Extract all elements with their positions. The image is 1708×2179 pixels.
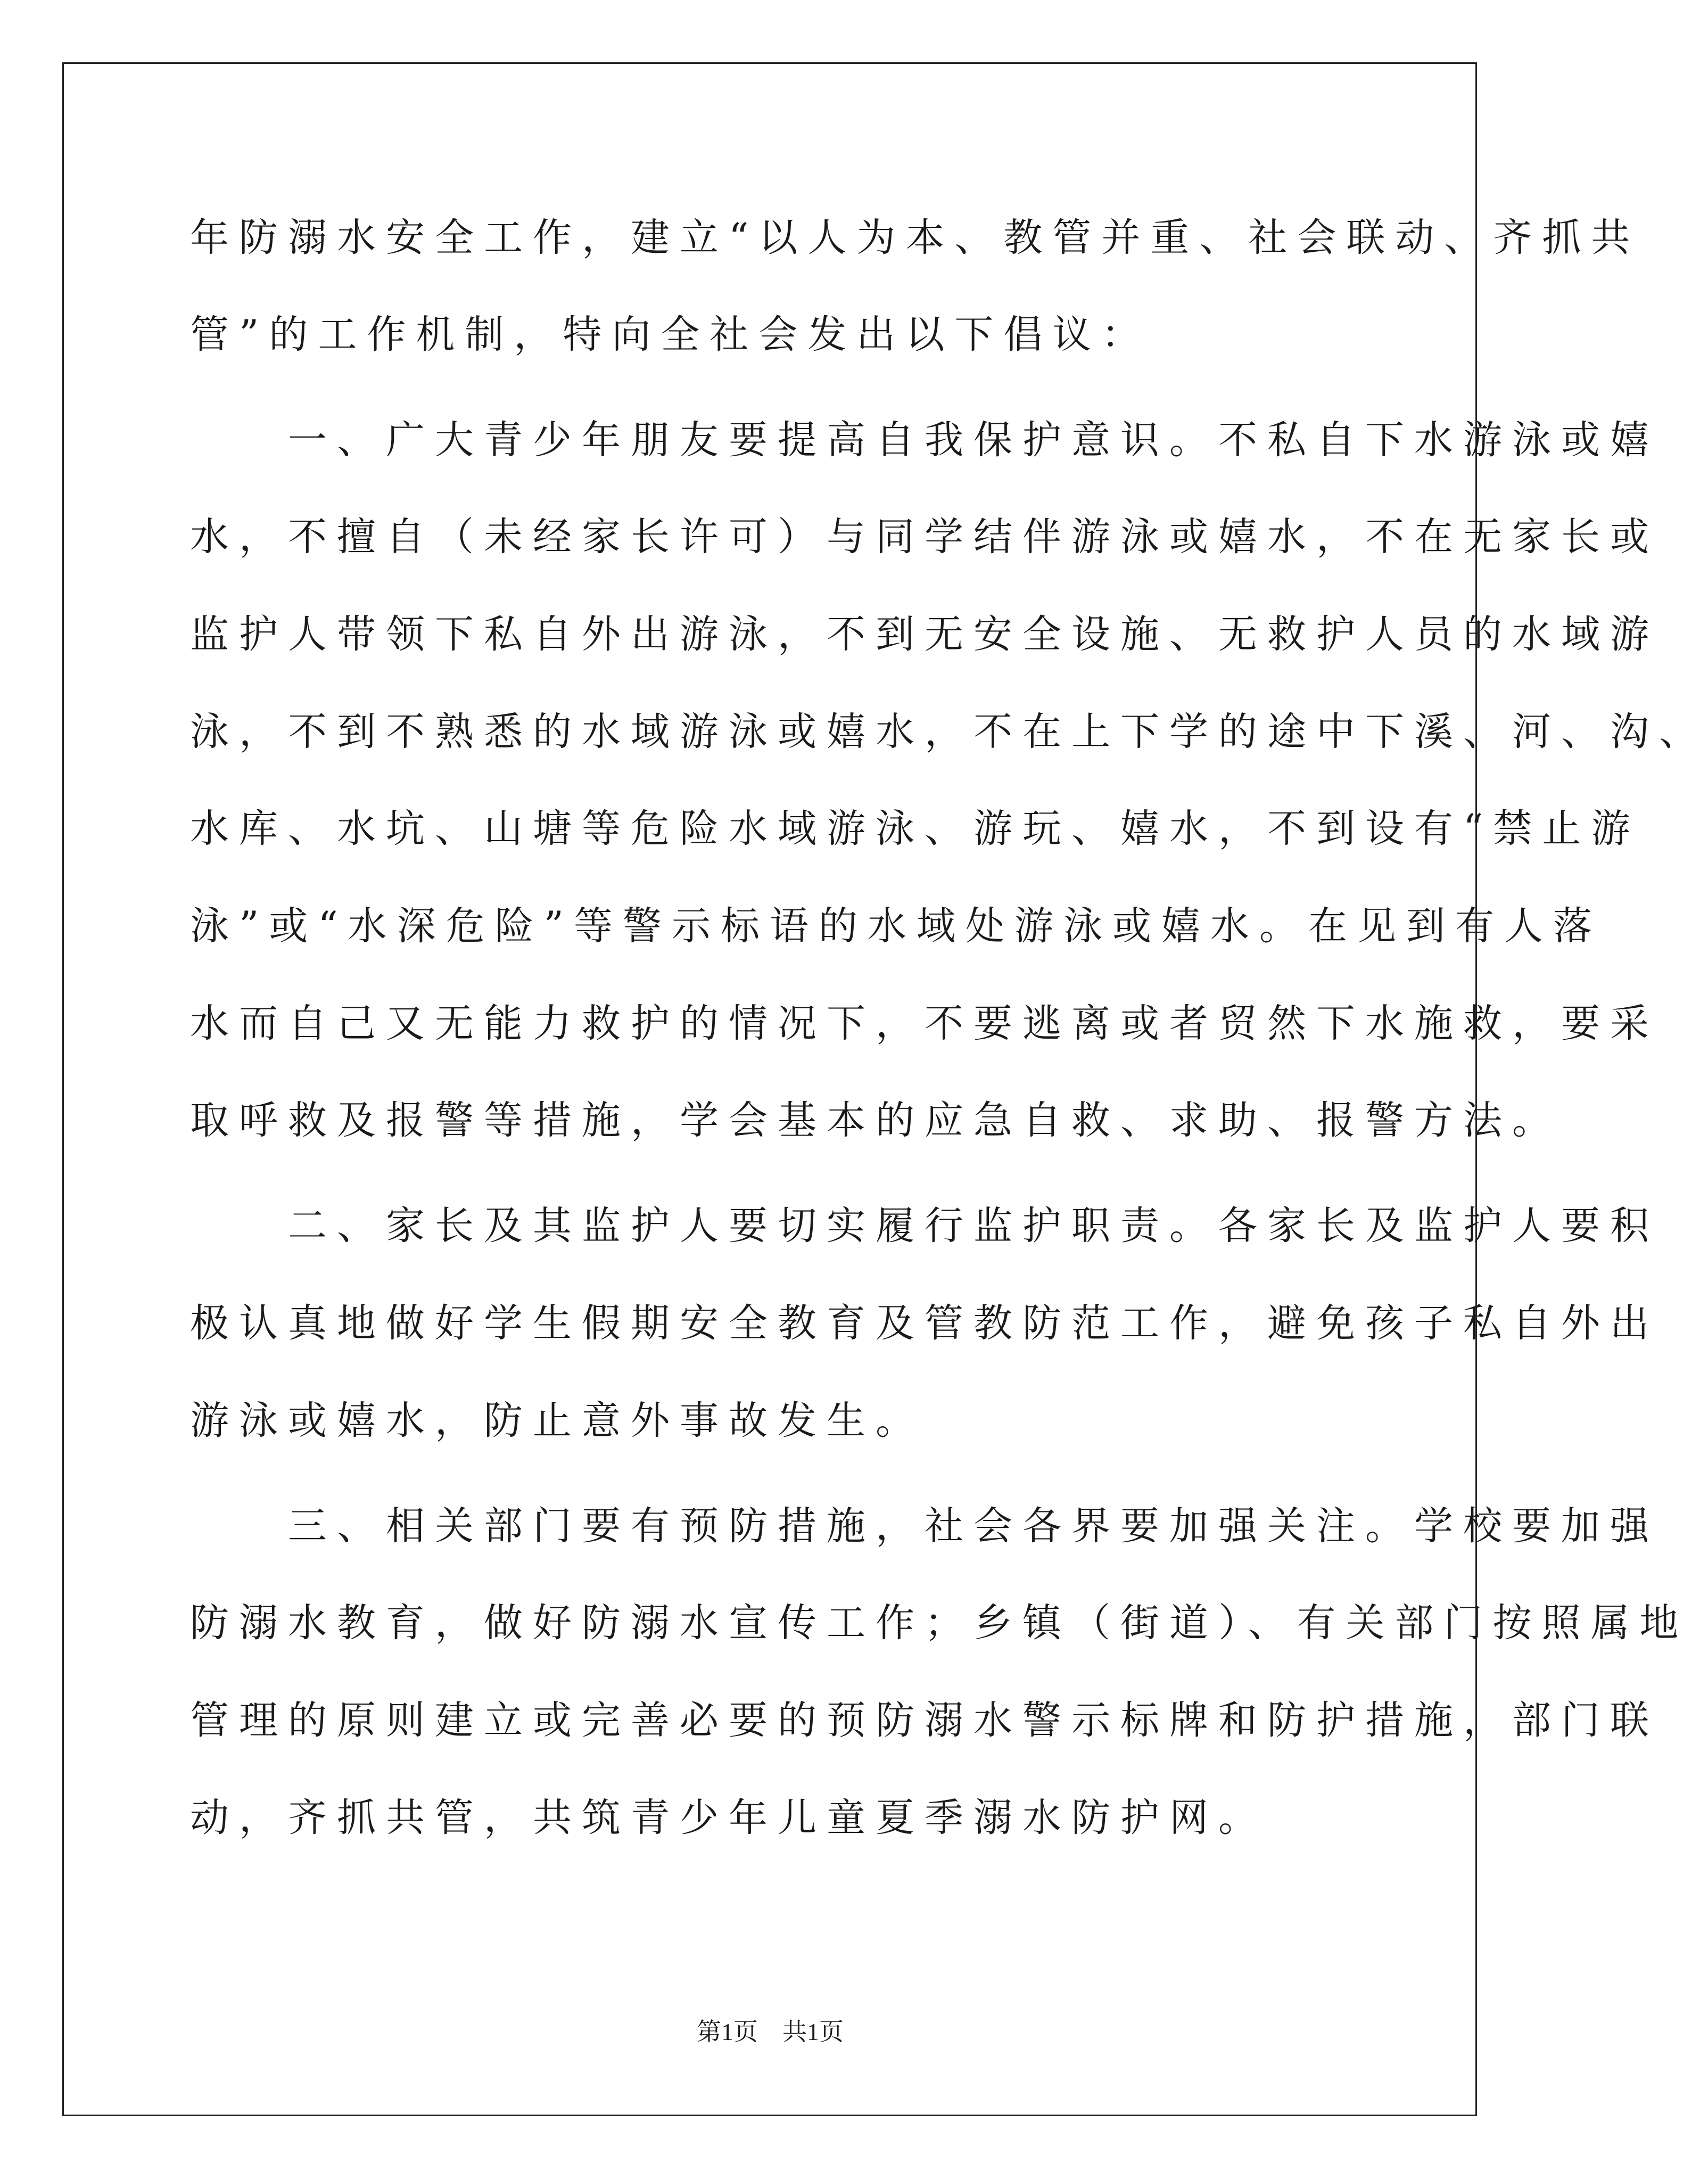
text-line: 泳”或“水深危险”等警示标语的水域处游泳或嬉水。在见到有人落 [190,903,1602,949]
text-line: 水，不擅自（未经家长许可）与同学结伴游泳或嬉水，不在无家长或 [190,514,1659,560]
page-number: 第1页 共1页 [697,2018,844,2045]
text-line: 二、家长及其监护人要切实履行监护职责。各家长及监护人要积 [190,1203,1659,1248]
text-line: 管”的工作机制，特向全社会发出以下倡议： [190,312,1151,357]
text-line: 水库、水坑、山塘等危险水域游泳、游玩、嬉水，不到设有“禁止游 [190,806,1640,851]
text-line: 三、相关部门要有预防措施，社会各界要加强关注。学校要加强 [190,1503,1659,1549]
text-line: 游泳或嬉水，防止意外事故发生。 [190,1398,925,1443]
text-line: 年防溺水安全工作，建立“以人为本、教管并重、社会联动、齐抓共 [190,215,1640,260]
text-line: 取呼救及报警等措施，学会基本的应急自救、求助、报警方法。 [190,1098,1561,1143]
text-line: 监护人带领下私自外出游泳，不到无安全设施、无救护人员的水域游 [190,612,1659,657]
text-line: 极认真地做好学生假期安全教育及管教防范工作，避免孩子私自外出 [190,1301,1659,1346]
text-line: 水而自己又无能力救护的情况下，不要逃离或者贸然下水施救，要采 [190,1001,1659,1046]
text-line: 管理的原则建立或完善必要的预防溺水警示标牌和防护措施，部门联 [190,1698,1659,1743]
text-line: 防溺水教育，做好防溺水宣传工作；乡镇（街道）、有关部门按照属地 [190,1600,1689,1646]
text-line: 动，齐抓共管，共筑青少年儿童夏季溺水防护网。 [190,1795,1267,1840]
text-line: 泳，不到不熟悉的水域游泳或嬉水，不在上下学的途中下溪、河、沟、 [190,709,1708,754]
text-line: 一、广大青少年朋友要提高自我保护意识。不私自下水游泳或嬉 [190,417,1659,463]
